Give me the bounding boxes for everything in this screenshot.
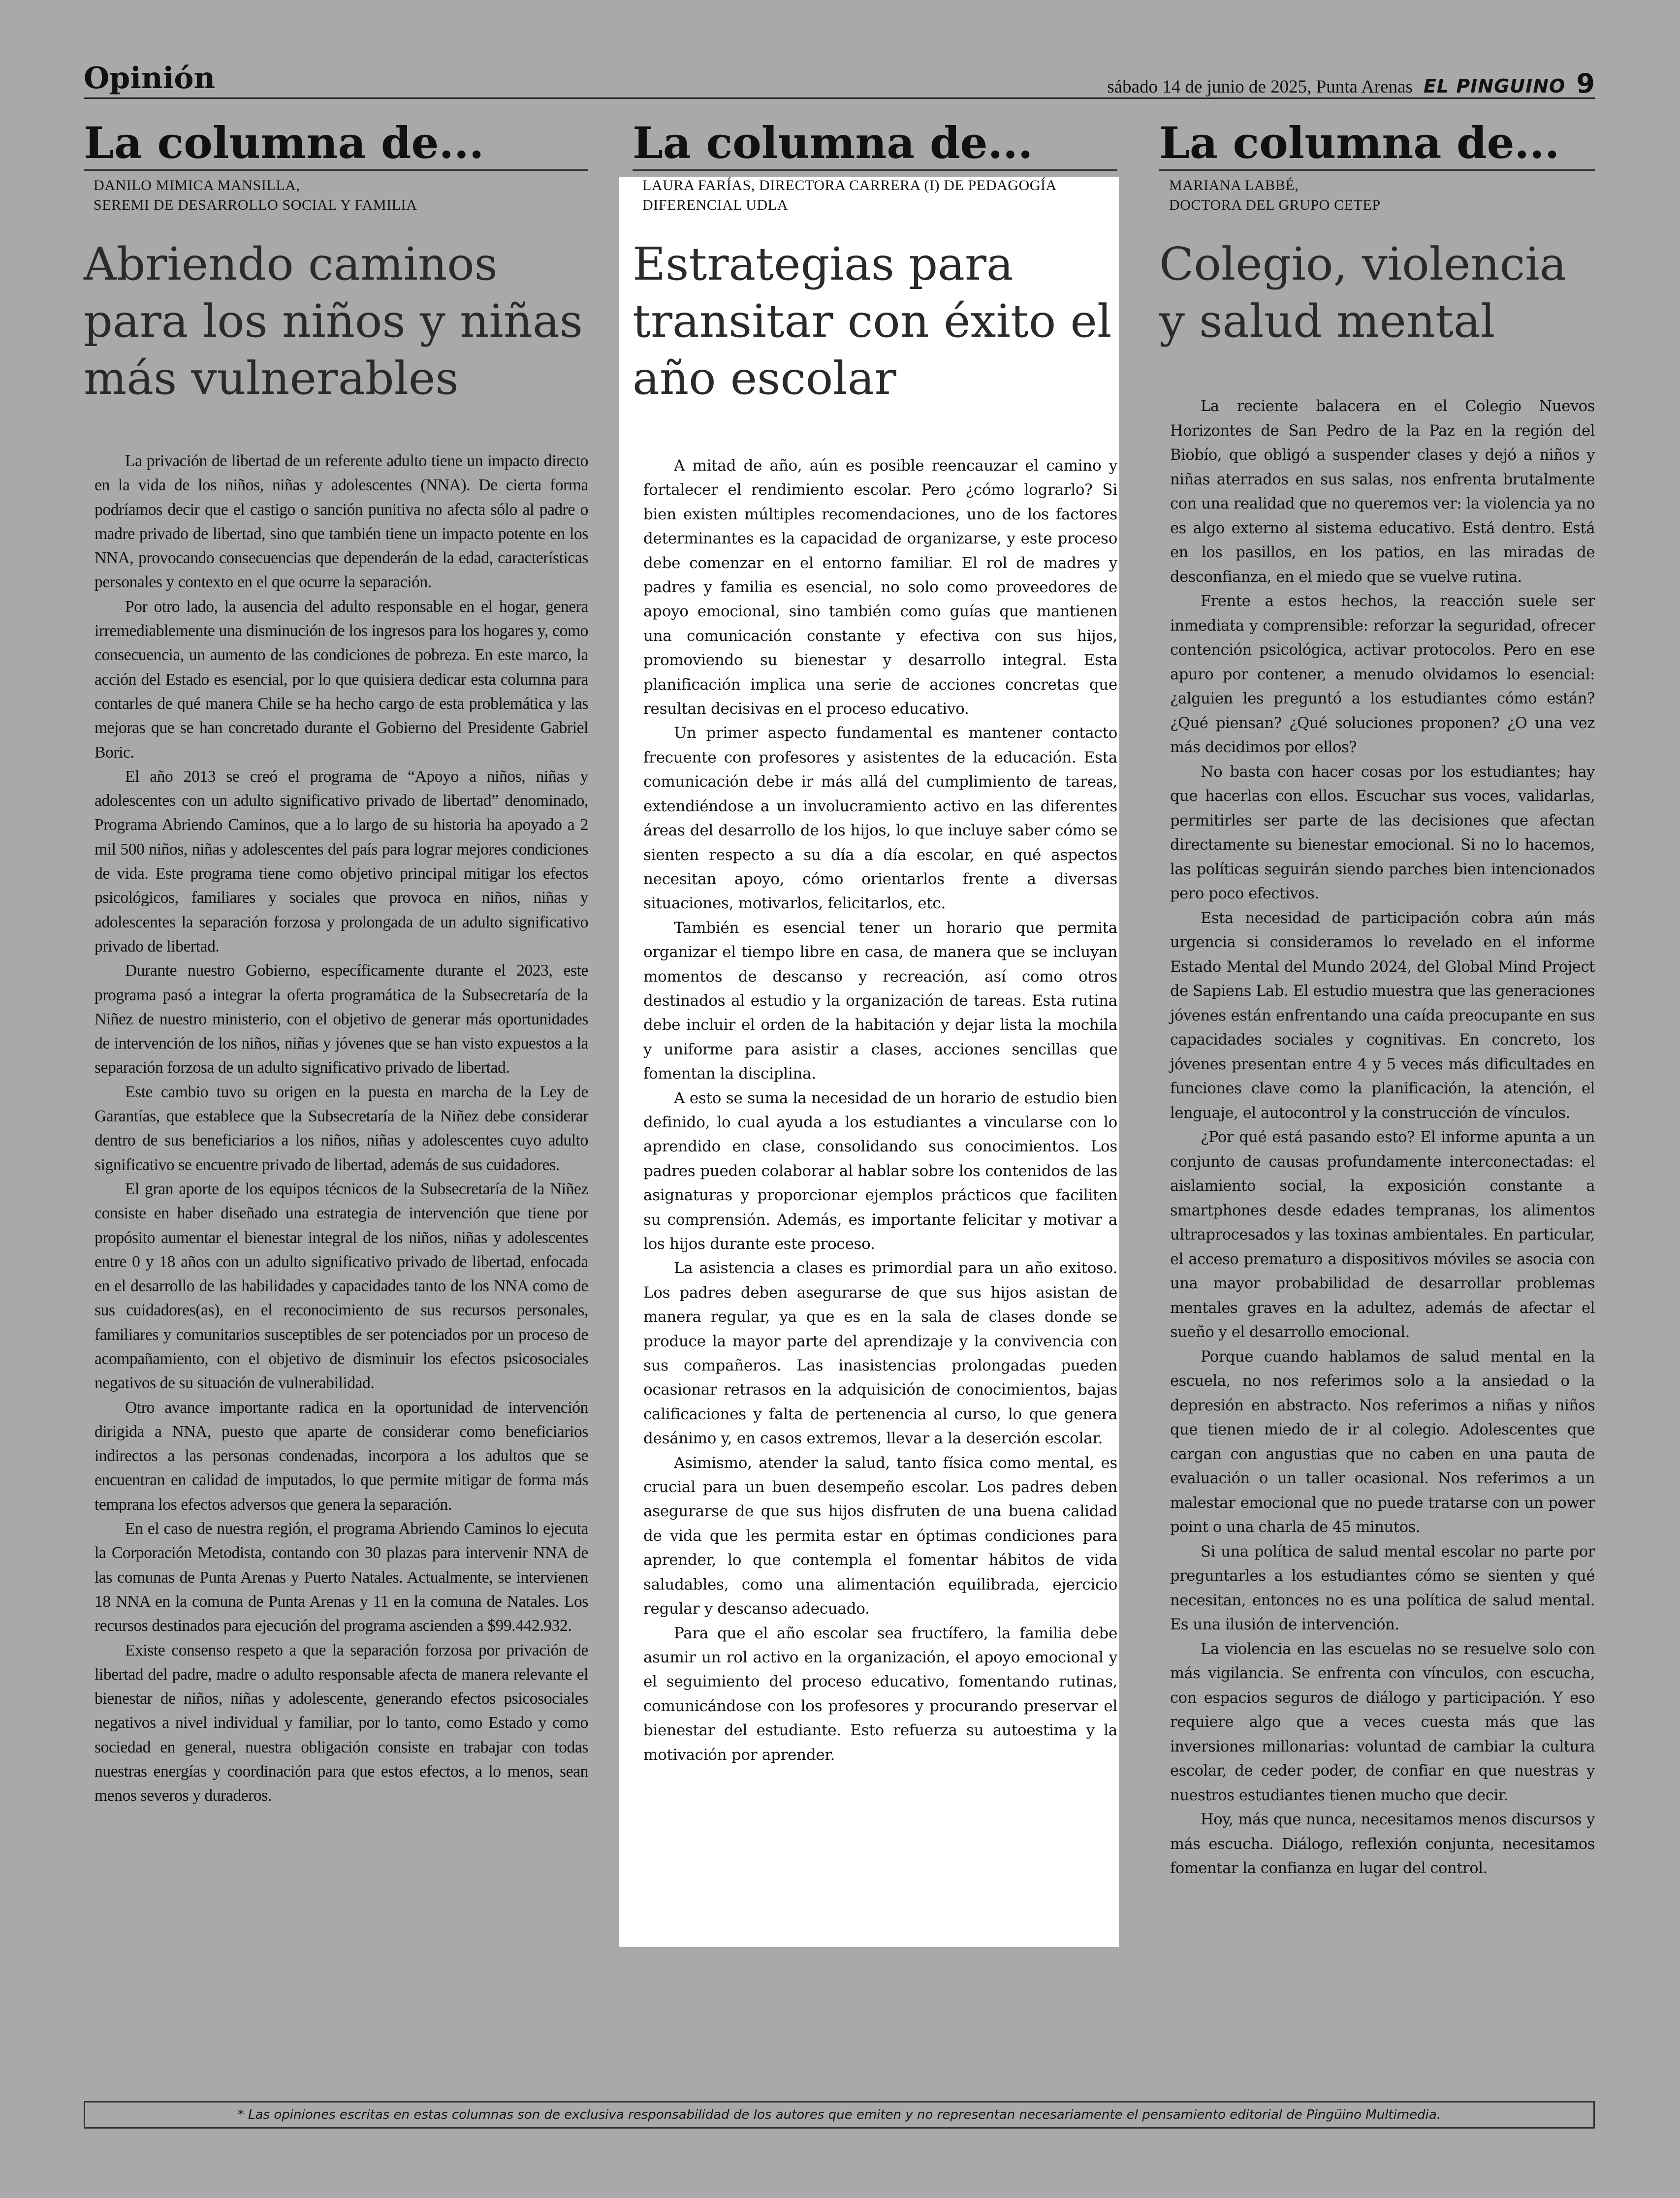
column-title: Abriendo caminos para los niños y niñas más vulnerables xyxy=(84,238,583,405)
column-kicker: La columna de... xyxy=(84,118,588,171)
paragraph: La privación de libertad de un referente adulto tiene un impacto directo en la vida de los niños, niñas y adolescentes (NNA). De cierta forma podríamos decir que el castigo o sanción punitiva no afecta sólo al padre o madre privado de libertad, sino que también tiene un impacto potente en los NNA, provocando consecuencias que dependerán de la edad, características personales y contexto en el que ocurre la separación. xyxy=(95,452,588,592)
column-kicker: La columna de... xyxy=(1159,118,1595,171)
opinion-column-right xyxy=(1159,118,1595,1881)
byline-line: MARIANA LABBÉ, xyxy=(1169,177,1299,193)
author-byline xyxy=(1169,176,1595,215)
paragraph: También es esencial tener un horario que permita organizar el tiempo libre en casa, de manera que se incluyan momentos de descanso y recreación, así como otros destinados al estudio y la organización de tareas. Esta rutina debe incluir el orden de la habitación y dejar lista la mochila y uniforme para asistir a clases, acciones sencillas que fomentan la disciplina. xyxy=(643,919,1117,1083)
paragraph: Por otro lado, la ausencia del adulto responsable en el hogar, genera irremediablemente una disminución de los ingresos para los hogares y, como consecuencia, un aumento de las condiciones de pobreza. En este marco, la acción del Estado es esencial, por lo que quisiera dedicar esta columna para contarles de qué manera Chile se ha hecho cargo de esta problemática y las mejoras que se han concretado durante el Gobierno del Presidente Gabriel Boric. xyxy=(95,597,588,762)
dateline: sábado 14 de junio de 2025, Punta Arenas xyxy=(1107,77,1413,97)
opinion-column-middle xyxy=(633,118,1117,1767)
byline-line: DANILO MIMICA MANSILLA, xyxy=(94,177,300,193)
paragraph: Un primer aspecto fundamental es mantener contacto frecuente con profesores y asistentes de la educación. Esta comunicación debe ir más allá del cumplimiento de tareas, extendiéndose a un involucramiento activo en las diferentes áreas del desarrollo de los hijos, lo que incluye saber cómo se sienten respecto a su día a día escolar, en qué aspectos necesitan apoyo, cómo orientarlos frente a diversas situaciones, motivarlos, felicitarlos, etc. xyxy=(643,724,1117,913)
byline-line: SEREMI DE DESARROLLO SOCIAL Y FAMILIA xyxy=(94,197,417,213)
paragraph: El gran aporte de los equipos técnicos de la Subsecretaría de la Niñez consiste en haber diseñado una estrategia de intervención que tiene por propósito aumentar el bienestar integral de los niños, niñas y adolescentes entre 0 y 18 años con un adulto significativo privado de libertad, enfocada en el desarrollo de las habilidades y capacidades tanto de los NNA como de sus cuidadores(as), en el reconocimiento de sus recursos personales, familiares y comunitarios susceptibles de ser potenciados por un proceso de acompañamiento, con el objetivo de disminuir los efectos psicosociales negativos de su situación de vulnerabilidad. xyxy=(95,1179,588,1393)
column-body xyxy=(643,454,1117,1767)
column-body xyxy=(95,449,588,1808)
byline-line: LAURA FARÍAS, DIRECTORA CARRERA (I) DE PEDAGOGÍA xyxy=(642,177,1057,193)
paragraph: En el caso de nuestra región, el programa Abriendo Caminos lo ejecuta la Corporación Metodista, contando con 30 plazas para intervenir NNA de las comunas de Punta Arenas y Puerto Natales. Actualmente, se intervienen 18 NNA en la comuna de Punta Arenas y 11 en la comuna de Natales. Los recursos destinados para ejecución del programa ascienden a $99.442.932. xyxy=(95,1520,588,1635)
byline-line: DIFERENCIAL UDLA xyxy=(642,197,788,213)
paragraph: No basta con hacer cosas por los estudiantes; hay que hacerlas con ellos. Escuchar sus voces, validarlas, permitirles ser parte de las decisiones que afectan directamente su bienestar emocional. Si no lo hacemos, las políticas seguirán siendo parches bien intencionados pero poco efectivos. xyxy=(1170,763,1595,902)
opinion-column-left xyxy=(84,118,588,1808)
header-right xyxy=(1107,68,1595,99)
page-header xyxy=(84,58,1595,99)
paragraph: Para que el año escolar sea fructífero, la familia debe asumir un rol activo en la organización, el apoyo emocional y el seguimiento del proceso educativo, fomentando rutinas, comunicándose con los profesores y procurando preservar el bienestar del estudiante. Esto refuerza su autoestima y la motivación por aprender. xyxy=(643,1624,1117,1764)
paragraph: El año 2013 se creó el programa de “Apoyo a niños, niñas y adolescentes con un adulto significativo privado de libertad” denominado, Programa Abriendo Caminos, que a lo largo de su historia ha apoyado a 2 mil 500 niños, niñas y adolescentes del país para lograr mejores condiciones de vida. Este programa tiene como objetivo principal mitigar los efectos psicológicos, familiares y sociales que provoca en niños, niñas y adolescentes la separación forzosa y prolongada de un adulto significativo privado de libertad. xyxy=(95,767,588,956)
byline-line: DOCTORA DEL GRUPO CETEP xyxy=(1169,197,1381,213)
paragraph: A esto se suma la necesidad de un horario de estudio bien definido, lo cual ayuda a los estudiantes a vincularse con lo aprendido en clase, consolidando sus conocimientos. Los padres pueden colaborar al hablar sobre los contenidos de las asignaturas y proporcionar ejemplos prácticos que faciliten su comprensión. Además, es importante felicitar y motivar a los hijos durante este proceso. xyxy=(643,1089,1117,1253)
column-title: Estrategias para transitar con éxito el año escolar xyxy=(633,238,1112,405)
paragraph: Esta necesidad de participación cobra aún más urgencia si consideramos lo revelado en el informe Estado Mental del Mundo 2024, del Global Mind Project de Sapiens Lab. El estudio muestra que las generaciones jóvenes están enfrentando una caída preocupante en sus capacidades sociales y cognitivas. En concreto, los jóvenes presentan entre 4 y 5 veces más dificultades en funciones clave como la planificación, la atención, el lenguaje, el autocontrol y la construcción de vínculos. xyxy=(1170,909,1595,1122)
paragraph: Hoy, más que nunca, necesitamos menos discursos y más escucha. Diálogo, reflexión conjunta, necesitamos fomentar la confianza en lugar del control. xyxy=(1170,1811,1595,1877)
paragraph: ¿Por qué está pasando esto? El informe apunta a un conjunto de causas profundamente interconectadas: el aislamiento social, la exposición constante a smartphones desde edades tempranas, los alimentos ultraprocesados y las toxinas ambientales. En particular, el acceso prematuro a dispositivos móviles se asocia con una mayor probabilidad de desarrollar problemas mentales graves en la adultez, además de afectar el sueño y el desarrollo emocional. xyxy=(1170,1129,1595,1341)
author-byline xyxy=(642,176,1117,215)
paragraph: La violencia en las escuelas no se resuelve solo con más vigilancia. Se enfrenta con vínculos, con escucha, con espacios seguros de diálogo y participación. Y eso requiere algo que a veces cuesta más que las inversiones millonarias: voluntad de cambiar la cultura escolar, de ceder poder, de confiar en que nuestras y nuestros estudiantes tienen mucho que decir. xyxy=(1170,1640,1595,1804)
paragraph: Frente a estos hechos, la reacción suele ser inmediata y comprensible: reforzar la seguridad, ofrecer contención psicológica, activar protocolos. Pero en ese apuro por contener, a menudo olvidamos lo esencial: ¿alguien les preguntó a los estudiantes cómo están? ¿Qué piensan? ¿Qué soluciones proponen? ¿O una vez más decidimos por ellos? xyxy=(1170,593,1595,756)
paragraph: La asistencia a clases es primordial para un año exitoso. Los padres deben asegurarse de que sus hijos asistan de manera regular, ya que es en la sala de clases donde se produce la mayor parte del aprendizaje y la convivencia con sus compañeros. Las inasistencias prolongadas pueden ocasionar retrasos en la adquisición de conocimientos, bajas calificaciones y falta de pertenencia al curso, lo que genera desánimo y, en casos extremos, llevar a la deserción escolar. xyxy=(643,1259,1117,1448)
column-body xyxy=(1170,394,1595,1881)
paragraph: Asimismo, atender la salud, tanto física como mental, es crucial para un buen desempeño escolar. Los padres deben asegurarse de que sus hijos disfruten de una buena calidad de vida que les permita estar en óptimas condiciones para aprender, lo que contempla el fomentar hábitos de vida saludables, como una alimentación equilibrada, ejercicio regular y descanso adecuado. xyxy=(643,1454,1117,1618)
paragraph: Otro avance importante radica en la oportunidad de intervención dirigida a NNA, puesto que aparte de considerar como beneficiarios indirectos a las personas condenadas, incorpora a los adultos que se encuentran en calidad de imputados, lo que permite mitigar de forma más temprana los efectos adversos que genera la separación. xyxy=(95,1398,588,1514)
paragraph: La reciente balacera en el Colegio Nuevos Horizontes de San Pedro de la Paz en la región del Biobío, que obligó a suspender clases y dejó a niños y niñas aterrados en sus salas, nos enfrenta brutalmente con una realidad que no queremos ver: la violencia ya no es algo externo al sistema educativo. Está dentro. Está en los pasillos, en los patios, en las miradas de desconfianza, en el miedo que se vuelve rutina. xyxy=(1170,398,1595,586)
disclaimer-note: * Las opiniones escritas en estas columnas son de exclusiva responsabilidad de los autores que emiten y no representan necesariamente el pensamiento editorial de Pingüino Multimedia. xyxy=(84,2101,1595,2129)
paragraph: Existe consenso respeto a que la separación forzosa por privación de libertad del padre, madre o adulto responsable afecta de manera relevante el bienestar de niños, niñas y adolescente, generando efectos psicosociales negativos a nivel individual y familiar, por lo tanto, como Estado y como sociedad en general, nuestra obligación consiste en trabajar con todas nuestras energías y coordinación para que estos efectos, a lo menos, sean menos severos y duraderos. xyxy=(95,1641,588,1805)
author-byline xyxy=(94,176,588,215)
section-label: Opinión xyxy=(84,61,216,96)
page-number: 9 xyxy=(1576,68,1595,99)
paragraph: Porque cuando hablamos de salud mental en la escuela, no nos referimos solo a la ansiedad o la depresión en abstracto. Nos referimos a niñas y niños que tienen miedo de ir al colegio. Adolescentes que cargan con angustias que no caben en una pauta de evaluación o un taller ocasional. Nos referimos a un malestar emocional que no puede tratarse con un power point o una charla de 45 minutos. xyxy=(1170,1348,1595,1536)
paragraph: Durante nuestro Gobierno, específicamente durante el 2023, este programa pasó a integrar la oferta programática de la Subsecretaría de la Niñez de nuestro ministerio, con el objetivo de generar más oportunidades de intervención de los niños, niñas y jóvenes que se han visto expuestos a la separación forzosa de un adulto significativo privado de libertad. xyxy=(95,961,588,1077)
column-kicker: La columna de... xyxy=(633,118,1117,171)
paragraph: Este cambio tuvo su origen en la puesta en marcha de la Ley de Garantías, que establece que la Subsecretaría de la Niñez debe considerar dentro de sus beneficiarios a los niños, niñas y adolescentes cuyo adulto significativo se encuentre privado de libertad, además de sus cuidadores. xyxy=(95,1083,588,1174)
paragraph: Si una política de salud mental escolar no parte por preguntarles a los estudiantes cómo se sienten y qué necesitan, entonces no es una política de salud mental. Es una ilusión de intervención. xyxy=(1170,1543,1595,1633)
column-title: Colegio, violencia y salud mental xyxy=(1159,238,1567,348)
paragraph: A mitad de año, aún es posible reencauzar el camino y fortalecer el rendimiento escolar. Pero ¿cómo lograrlo? Si bien existen múltiples recomendaciones, uno de los factores determinantes es la capacidad de organizarse, y este proceso debe comenzar en el entorno familiar. El rol de madres y padres y familia es esencial, no solo como proveedores de apoyo emocional, sino también como guías que mantienen una comunicación constante y efectiva con sus hijos, promoviendo su bienestar y desarrollo integral. Esta planificación implica una serie de acciones concretas que resultan decisivas en el proceso educativo. xyxy=(643,457,1117,718)
newspaper-logo: EL PINGUINO xyxy=(1423,75,1566,97)
